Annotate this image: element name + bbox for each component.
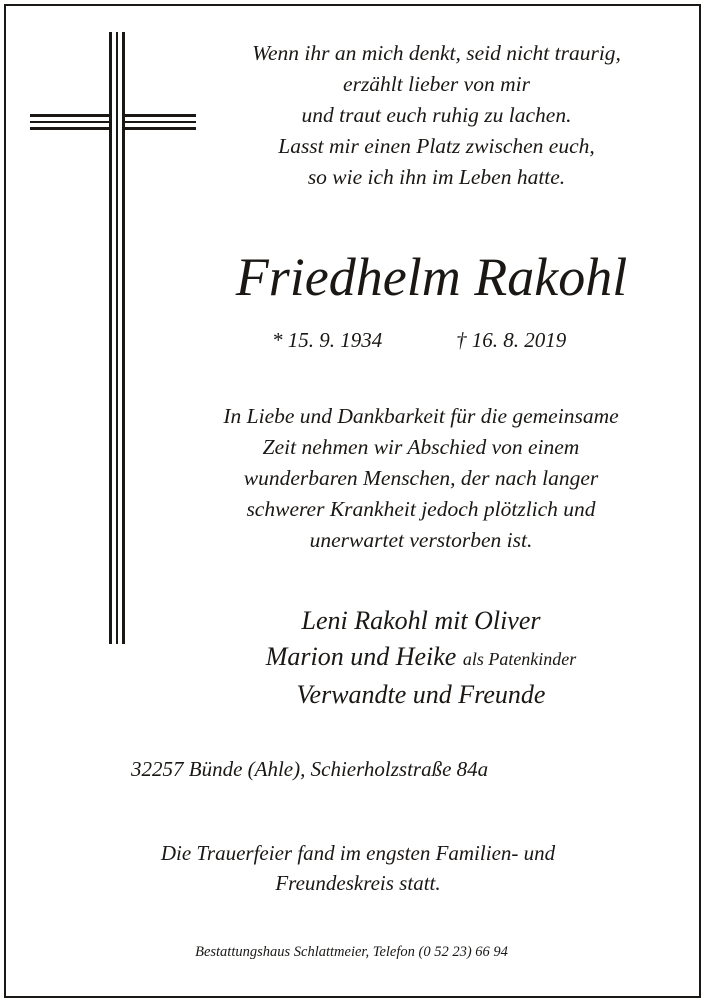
mourner-names: Marion und Heike [265,642,457,671]
deceased-name: Friedhelm Rakohl [235,247,628,307]
poem-line: Lasst mir einen Platz zwischen euch, [278,134,595,158]
mourner-line: Leni Rakohl mit Oliver [301,606,541,635]
mourner-line [176,639,666,677]
address: 32257 Bünde (Ahle), Schierholzstraße 84a [131,757,489,781]
message-line: schwerer Krankheit jedoch plötzlich und [246,497,596,521]
ceremony-line: Freundeskreis statt. [275,871,441,895]
mourners [176,603,666,713]
ceremony-line: Die Trauerfeier fand im engsten Familien- und [160,841,556,865]
message-line: unerwartet verstorben ist. [309,528,533,552]
birth-date: * 15. 9. 1934 [272,328,383,352]
godchildren-note: als Patenkinder [462,649,577,669]
message-line: wunderbaren Menschen, der nach langer [243,466,599,490]
poem [190,38,683,193]
farewell-message [176,401,666,556]
funeral-home-footer: Bestattungshaus Schlattmeier, Telefon (0 52 23) 66 94 [195,944,508,960]
mourner-line: Verwandte und Freunde [296,680,546,709]
death-date: † 16. 8. 2019 [456,328,567,352]
poem-line: Wenn ihr an mich denkt, seid nicht traurig, [252,41,621,65]
poem-line: so wie ich ihn im Leben hatte. [307,165,566,189]
poem-line: erzählt lieber von mir [343,72,530,96]
ceremony-note [86,838,630,898]
message-line: Zeit nehmen wir Abschied von einem [262,435,580,459]
message-line: In Liebe und Dankbarkeit für die gemeinsame [223,404,619,428]
poem-line: und traut euch ruhig zu lachen. [301,103,572,127]
cross-icon [30,32,196,644]
